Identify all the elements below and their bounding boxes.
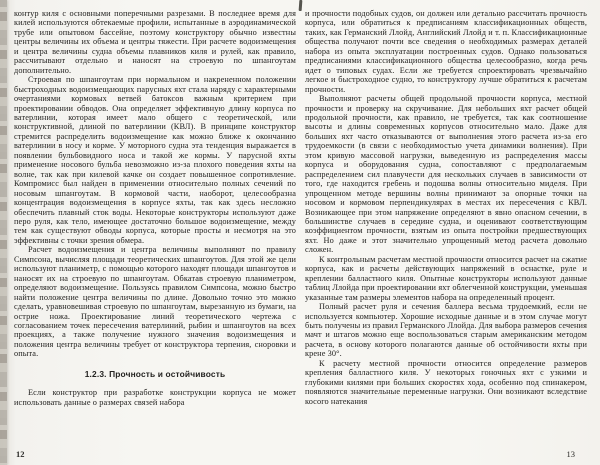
scan-edge-shadow — [0, 0, 7, 465]
page-number-left: 12 — [16, 449, 25, 459]
paragraph: К расчету местной прочности относится определение размеров крепления балластного киля. У некоторых гоночных яхт с узкими и глубокими килями при больших скоростях хода, особенно под спинакером, появляются значительные переменные нагрузки. Они возникают вследствие косого натекания — [305, 358, 587, 406]
paragraph: К контрольным расчетам местной прочности относится расчет на сжатие корпуса, как и расчеты действующих напряжений в оснастке, руле и креплении балластного киля. Опытные конструкторы используют данные таблиц Ллойда при проектировании яхт облегченной конструкции, уменьшая указанные там размеры элементов набора на определенный процент. — [305, 254, 587, 302]
page-right-text-column — [305, 9, 587, 443]
paragraph: контур киля с основными поперечными разрезами. В последнее время для килей используются обтекаемые профили, испытанные в аэродинамической трубе или опытовом бассейне, поэтому конструктору обычно известны центры величины их объема и центры тяжести. При расчете водоизмещения и центра величины судна объемы плавников киля и рулей, как правило, рассчитывают отдельно и наносят на строевую по шпангоутам дополнительно. — [14, 9, 296, 75]
paragraph: Полный расчет руля и сечения баллера весьма трудоемкий, если не используется компьютер. Хорошие исходные данные и в этом случае могут быть получены из правил Германского Ллойда. Для выбора размеров сечения мачт и штагов можно еще воспользоваться старым американским методом расчета, в основу которого полагаются данные об остойчивости яхты при крене 30°. — [305, 302, 587, 359]
section-heading: 1.2.3. Прочность и остойчивость — [84, 368, 226, 379]
paragraph: и прочности подобных судов, он должен или детально рассчитать прочность корпуса, или обратиться к предписаниям классификационных обществ, таких, как Германский Ллойд, Английский Ллойд и т. п. Классификационные общества получают почти все сведения о необходимых размерах деталей набора из опыта эксплуатации построенных судов. Однако пользоваться предписаниями классификационного общества целесообразно, когда речь идет о типовых судах. Если же требуется спроектировать чрезвычайно легкое и быстроходное судно, то конструктору лучше обратиться к расчетам прочности. — [305, 9, 587, 94]
scan-artifact-mark — [299, 0, 303, 11]
page-left — [14, 9, 296, 461]
paragraph: Строевая по шпангоутам при нормальном и накрененном положении быстроходных водоизмещающих парусных яхт стала наряду с характерными очертаниями кормовых ветвей батоксов важным критерием при проектировании обводов. Она определяет эффективную длину корпуса по ватерлинии, которая имеет мало общего с теоретической, или конструктивной, длиной по ватерлинии (КВЛ). В принципе конструктор стремится распределить водоизмещение как можно ближе к окончанию ватерлинии в носу и корме. У моторного судна эта тенденция выражается в появлении бульбовидного носа и такой же кормы. У парусной яхты применение носового бульба невозможно из-за плохого поведения яхты на волне, так как при килевой качке он создает повышенное сопротивление. Компромисс был найден в применении относительно полных сечений по носовым шпангоутам. В кормовой части, наоборот, целесообразна концентрация водоизмещения в корпусе яхты, так как здесь несложно обеспечить плавный сток воды. Некоторые конструкторы используют даже перо руля, как тело, имеющее достаточно большое водоизмещение, между тем как существуют обводы корпуса, которые просты и несмотря на это эффективны с точки зрения обмера. — [14, 75, 296, 245]
page-number-right: 13 — [566, 449, 575, 459]
page-right — [305, 9, 587, 461]
page-left-text-column — [14, 9, 296, 443]
paragraph: Выполняют расчеты общей продольной прочности корпуса, местной прочности и проверку на скручивание. Для небольших яхт расчет общей продольной прочности, как правило, не требуется, так как соотношение высоты и длины современных корпусов относительно мало. Даже для больших яхт часто отказываются от выполнения этого расчета из-за его трудоемкости (в связи с необходимостью учета динамики волнения). При этом кривую массовой нагрузки, выведенную из распределения массы корпуса и оборудования судна, сопоставляют с предполагаемым распределением сил плавучести для нескольких случаев в зависимости от того, где находится гребень и подошва волны относительно миделя. При упрощенном методе вершины волны принимают за опорные точки на носовом и кормовом перпендикулярах в местах их пересечения с КВЛ. Возникающее при этом напряжение определяют в явно опасном сечении, в большинстве случаев в середине судна, и оценивают соответствующим коэффициентом прочности, взятым из опыта постройки предшествующих яхт. Но даже и этот значительно упрощенный метод расчета довольно сложен. — [305, 94, 587, 255]
paragraph: Если конструктор при разработке конструкции корпуса не может использовать данные о размерах связей набора — [14, 388, 296, 407]
paragraph: Расчет водоизмещения и центра величины выполняют по правилу Симпсона, вычисляя площади теоретических шпангоутов. Для этой же цели используют планиметр, с помощью которого находят площади шпангоутов и наносят их на строевую по шпангоутам. Обкатав строевую планиметром, определяют водоизмещение. Пользуясь правилом Симпсона, можно быстро найти положение центра величины по длине. Довольно точно это можно сделать, уравновешивая строевую по шпангоутам, вырезанную из бумаги, на острие ножа. Проектирование линий теоретического чертежа с согласованием точек пересечения ватерлиний, рыбин и шпангоутов на всех проекциях, а также получение нужного значения водоизмещения и положения центра величины требует от конструктора терпения, сноровки и опыта. — [14, 245, 296, 359]
